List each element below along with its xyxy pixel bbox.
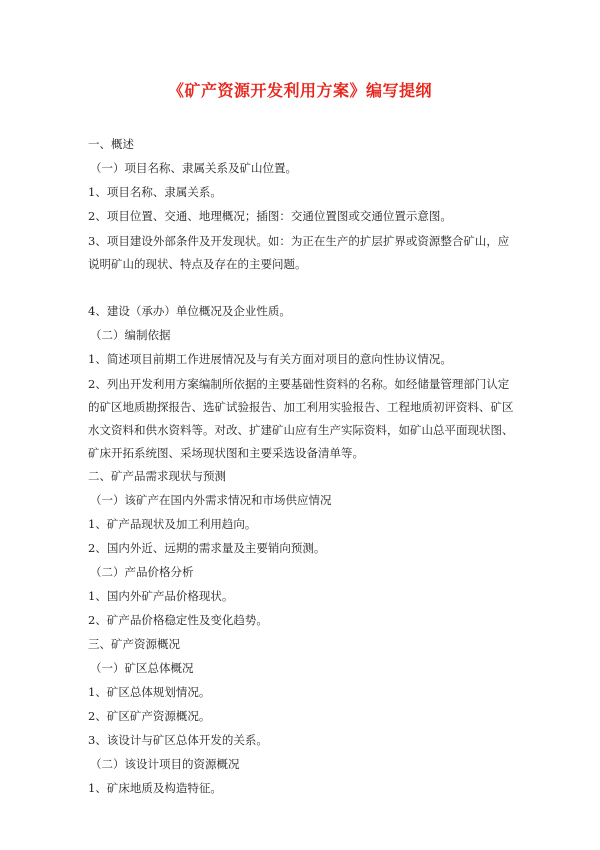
list-item: 4、建设（承办）单位概况及企业性质。	[88, 304, 291, 318]
list-item: 2、矿产品价格稳定性及变化趋势。	[88, 613, 268, 627]
list-item: 1、国内外矿产品价格现状。	[88, 589, 234, 603]
section-heading: 三、矿产资源概况	[88, 637, 180, 651]
subsection-heading: （一）矿区总体概况	[90, 661, 194, 675]
subsection-heading: （一）该矿产在国内外需求情况和市场供应情况	[90, 493, 332, 507]
list-item: 2、列出开发利用方案编制所依据的主要基础性资料的名称。如经储量管理部门认定的矿区地质勘探报告、选矿试验报告、加工利用实验报告、工程地质初评资料、矿区水文资料和供水资料等。对改、扩建矿山应有生产实际资料，如矿山总平面现状图、矿床开拓系统图、采场现状图和主要采选设备清单等。	[88, 377, 514, 460]
document-body	[88, 134, 518, 802]
list-item: 1、矿区总体规划情况。	[88, 685, 211, 699]
list-item: 1、简述项目前期工作进展情况及与有关方面对项目的意向性协议情况。	[88, 352, 452, 366]
subsection-heading: （一）项目名称、隶属关系及矿山位置。	[90, 161, 297, 175]
list-item: 2、矿区矿产资源概况。	[88, 709, 211, 723]
section-heading: 二、矿产品需求现状与预测	[88, 469, 226, 483]
document-title: 《矿产资源开发利用方案》编写提纲	[167, 81, 432, 100]
subsection-heading: （二）产品价格分析	[90, 565, 194, 579]
subsection-heading: （二）该设计项目的资源概况	[90, 757, 240, 771]
list-item: 1、矿产品现状及加工利用趋向。	[88, 517, 257, 531]
list-item: 2、国内外近、远期的需求量及主要销向预测。	[88, 541, 326, 555]
list-item: 1、矿床地质及构造特征。	[88, 781, 222, 795]
list-item: 3、该设计与矿区总体开发的关系。	[88, 733, 268, 747]
list-item: 3、项目建设外部条件及开发现状。如：为正在生产的扩层扩界或资源整合矿山，应说明矿山的现状、特点及存在的主要问题。	[88, 234, 510, 271]
section-heading: 一、概述	[88, 137, 134, 151]
subsection-heading: （二）编制依据	[90, 328, 171, 342]
list-item: 2、项目位置、交通、地理概况；插图：交通位置图或交通位置示意图。	[88, 209, 452, 223]
list-item: 1、项目名称、隶属关系。	[88, 185, 222, 199]
